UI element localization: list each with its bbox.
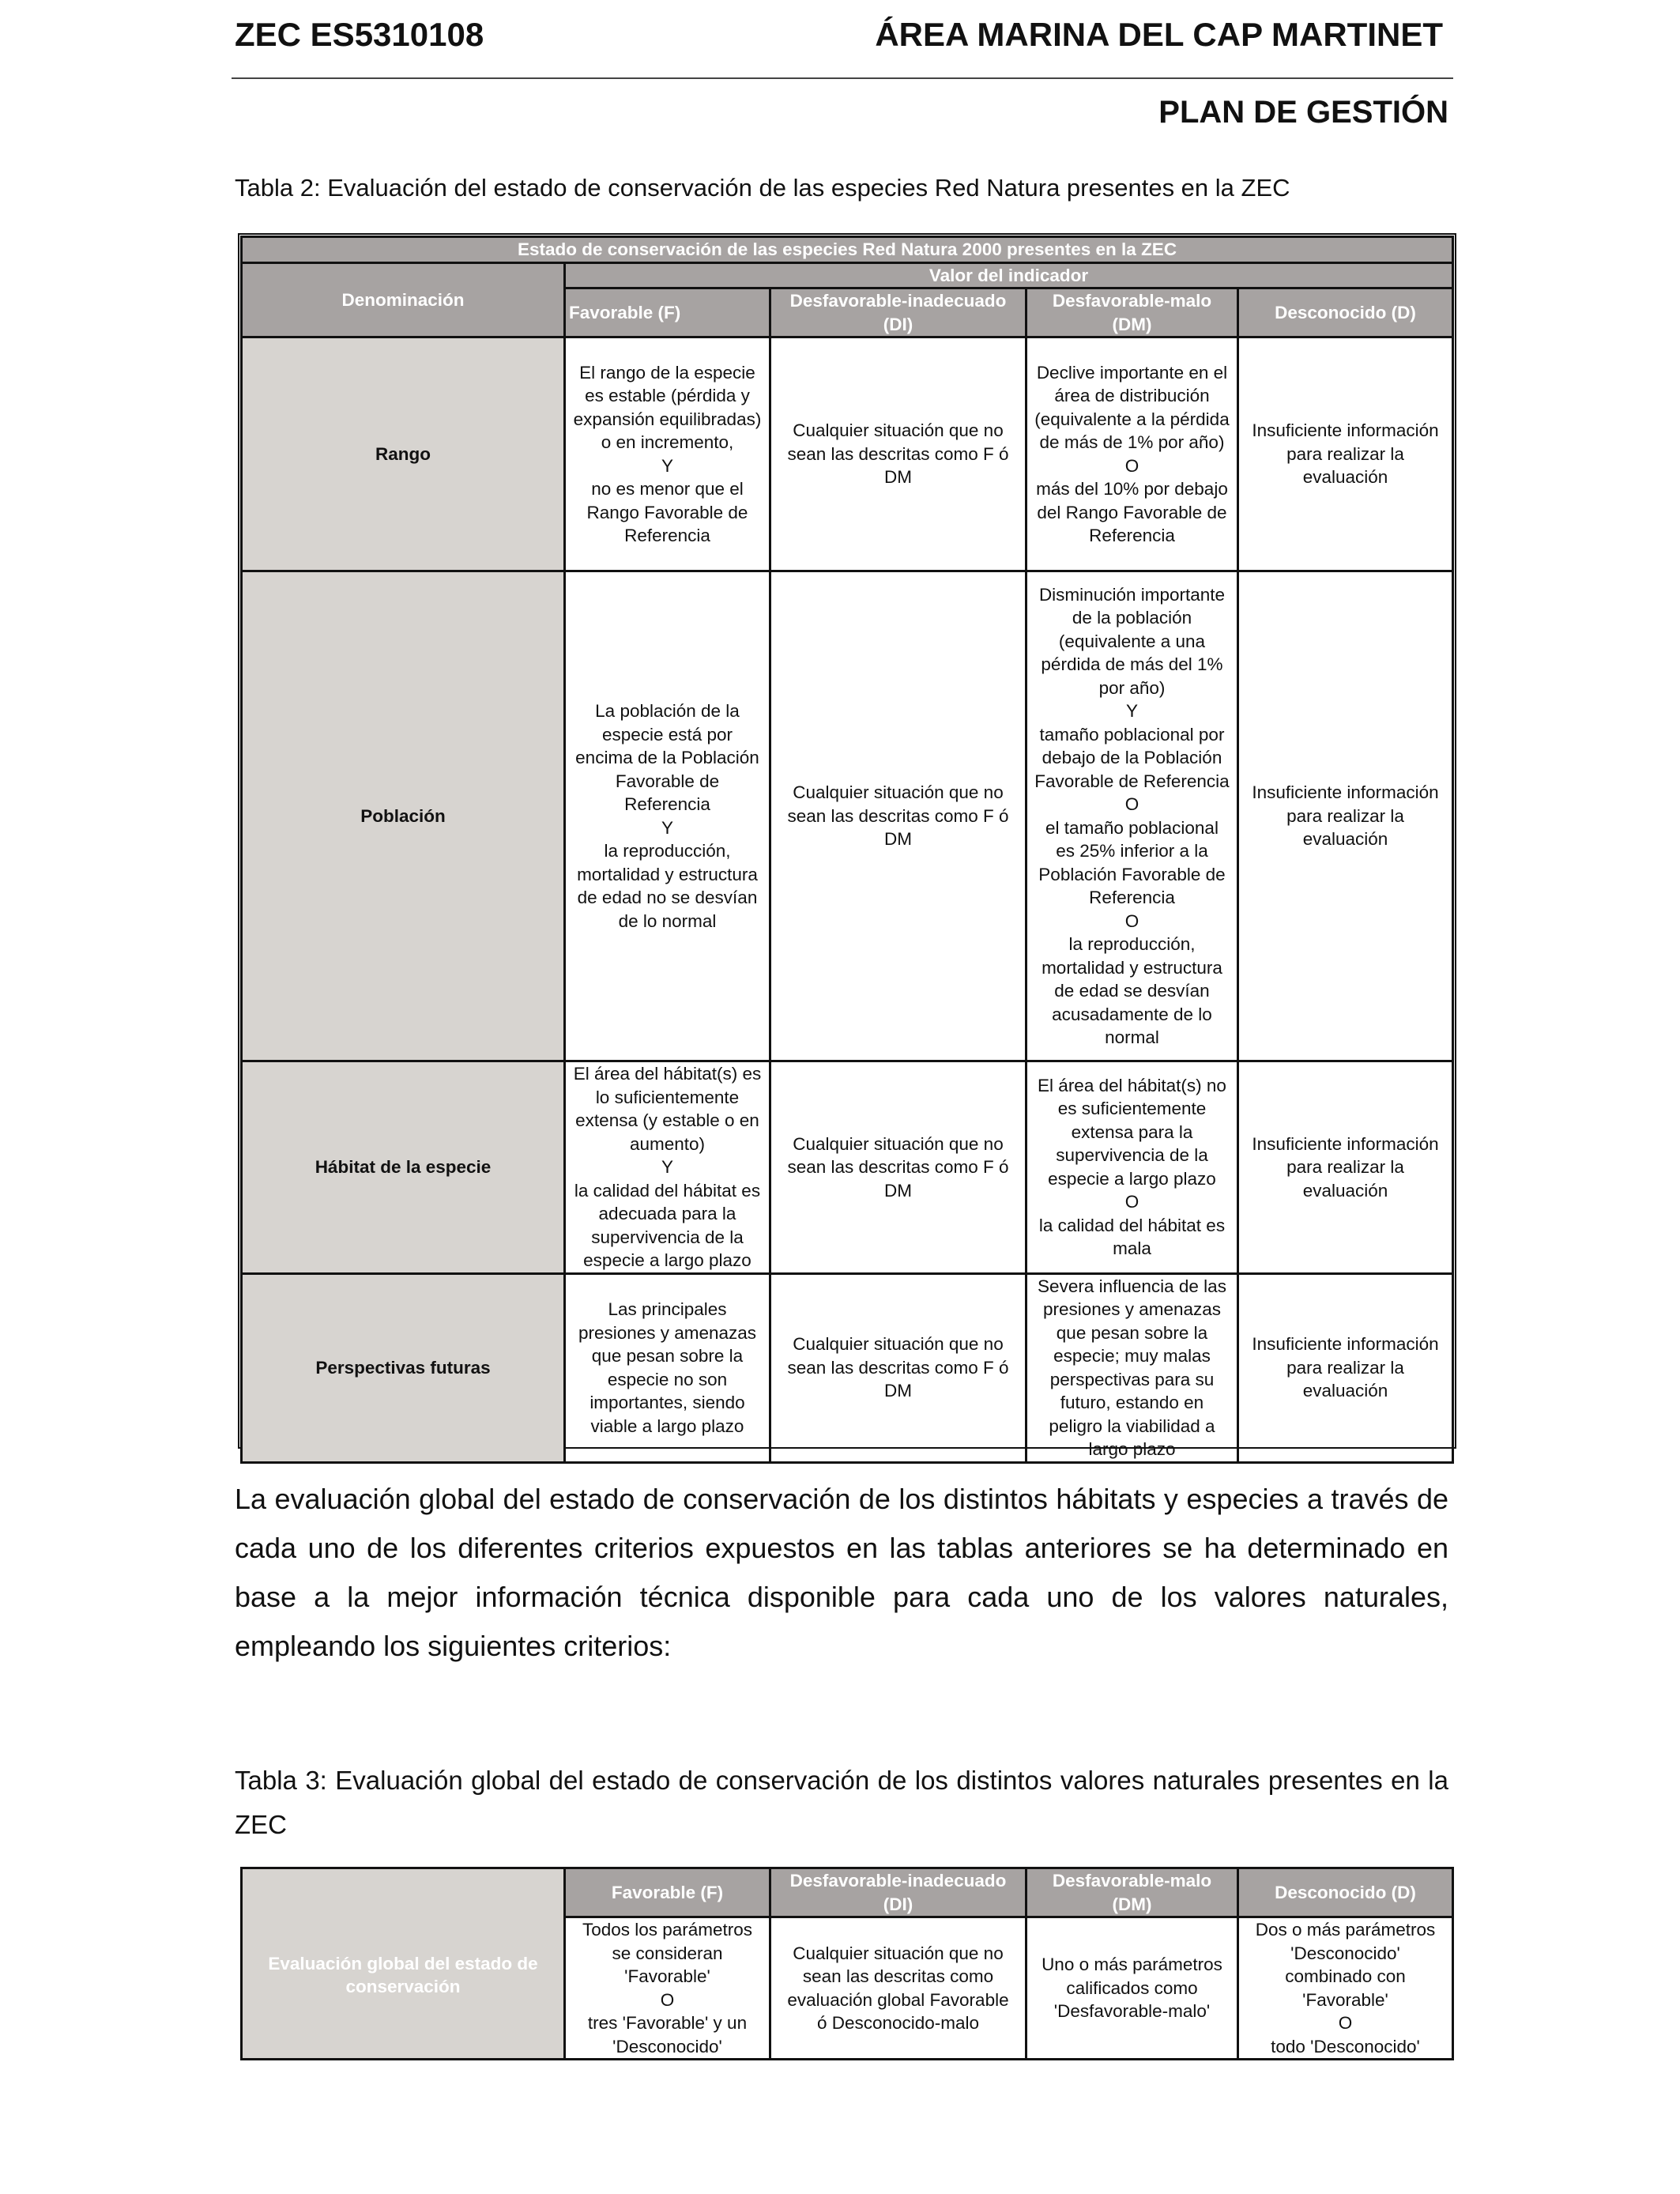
cell-desfavorable-malo: Declive importante en el área de distribución (equivalente a la pérdida de más de 1% por año) O más del 10% por debajo del Rango Favorable de Referencia xyxy=(1026,337,1238,571)
table3 xyxy=(240,1867,1454,2060)
cell-desfavorable-inadecuado: Cualquier situación que no sean las descritas como F ó DM xyxy=(770,337,1026,571)
table3-row-label: Evaluación global del estado de conservación xyxy=(268,1953,538,1997)
row-name: Población xyxy=(242,571,565,1061)
table3-col-favorable: Favorable (F) xyxy=(565,1868,770,1917)
table3-cell-desfavorable-malo: Uno o más parámetros calificados como 'Desfavorable-malo' xyxy=(1026,1917,1238,2060)
cell-desfavorable-malo: Severa influencia de las presiones y amenazas que pesan sobre la especie; muy malas perspectivas para su futuro, estando en peligro la viabilidad a largo plazo xyxy=(1026,1273,1238,1462)
cell-desfavorable-malo: El área del hábitat(s) no es suficientemente extensa para la supervivencia de la especie a largo plazo O la calidad del hábitat es mala xyxy=(1026,1061,1238,1274)
cell-favorable: La población de la especie está por encima de la Población Favorable de Referencia Y la reproducción, mortalidad y estructura de edad no se desvían de lo normal xyxy=(565,571,770,1061)
col-favorable: Favorable (F) xyxy=(565,288,770,337)
cell-favorable: Las principales presiones y amenazas que pesan sobre la especie no son importantes, siendo viable a largo plazo xyxy=(565,1273,770,1462)
table3-col-desfavorable-inadecuado: Desfavorable-inadecuado (DI) xyxy=(770,1868,1026,1917)
cell-desfavorable-inadecuado: Cualquier situación que no sean las descritas como F ó DM xyxy=(770,571,1026,1061)
table3-cell-desfavorable-inadecuado: Cualquier situación que no sean las descritas como evaluación global Favorable ó Desconocido-malo xyxy=(770,1917,1026,2060)
table2 xyxy=(240,236,1454,1464)
cell-desfavorable-malo: Disminución importante de la población (equivalente a una pérdida de más del 1% por año) Y tamaño poblacional por debajo de la Población Favorable de Referencia O el tamaño poblacional es 25% inferior a la Población Favorable de Referencia O la reproducción, mortalidad y estructura de edad se desvían acusadamente de lo normal xyxy=(1026,571,1238,1061)
cell-desfavorable-inadecuado: Cualquier situación que no sean las descritas como F ó DM xyxy=(770,1061,1026,1274)
header-divider xyxy=(232,77,1453,79)
col-desfavorable-malo: Desfavorable-malo (DM) xyxy=(1026,288,1238,337)
cell-desfavorable-inadecuado: Cualquier situación que no sean las descritas como F ó DM xyxy=(770,1273,1026,1462)
table3-cell-desconocido: Dos o más parámetros 'Desconocido' combinado con 'Favorable' O todo 'Desconocido' xyxy=(1238,1917,1453,2060)
document-area-title: ÁREA MARINA DEL CAP MARTINET xyxy=(875,16,1443,53)
table2-caption: Tabla 2: Evaluación del estado de conservación de las especies Red Natura presentes en la ZEC xyxy=(235,174,1290,202)
denominacion-header: Denominación xyxy=(242,262,565,337)
table3-cell-favorable: Todos los parámetros se consideran 'Favorable' O tres 'Favorable' y un 'Desconocido' xyxy=(565,1917,770,2060)
table3-row-name xyxy=(242,1868,565,2060)
table-row xyxy=(242,337,1453,571)
cell-desconocido: Insuficiente información para realizar la evaluación xyxy=(1238,571,1453,1061)
cell-desconocido: Insuficiente información para realizar la evaluación xyxy=(1238,1061,1453,1274)
cell-desconocido: Insuficiente información para realizar la evaluación xyxy=(1238,1273,1453,1462)
document-subtitle: PLAN DE GESTIÓN xyxy=(1158,95,1448,130)
table-row xyxy=(242,571,1453,1061)
table2-title: Estado de conservación de las especies Red Natura 2000 presentes en la ZEC xyxy=(242,237,1453,263)
cell-favorable: El área del hábitat(s) es lo suficientemente extensa (y estable o en aumento) Y la calidad del hábitat es adecuada para la supervivencia de la especie a largo plazo xyxy=(565,1061,770,1274)
row-name: Hábitat de la especie xyxy=(242,1061,565,1274)
table3-col-desconocido: Desconocido (D) xyxy=(1238,1868,1453,1917)
indicator-header: Valor del indicador xyxy=(565,262,1453,288)
col-desconocido: Desconocido (D) xyxy=(1238,288,1453,337)
body-paragraph: La evaluación global del estado de conservación de los distintos hábitats y especies a través de cada uno de los diferentes criterios expuestos en las tablas anteriores se ha determinado en base a la mejor información técnica disponible para cada uno de los valores naturales, empleando los siguientes criterios: xyxy=(235,1483,1448,1662)
table3-caption: Tabla 3: Evaluación global del estado de conservación de los distintos valores naturales presentes en la ZEC xyxy=(235,1766,1448,1839)
table-row xyxy=(242,1061,1453,1274)
table3-col-desfavorable-malo: Desfavorable-malo (DM) xyxy=(1026,1868,1238,1917)
cell-desconocido: Insuficiente información para realizar la evaluación xyxy=(1238,337,1453,571)
table-row xyxy=(242,1273,1453,1462)
col-desfavorable-inadecuado: Desfavorable-inadecuado (DI) xyxy=(770,288,1026,337)
cell-favorable: El rango de la especie es estable (pérdida y expansión equilibradas) o en incremento, Y no es menor que el Rango Favorable de Referencia xyxy=(565,337,770,571)
row-name: Perspectivas futuras xyxy=(242,1273,565,1462)
document-code: ZEC ES5310108 xyxy=(235,16,484,53)
row-name: Rango xyxy=(242,337,565,571)
